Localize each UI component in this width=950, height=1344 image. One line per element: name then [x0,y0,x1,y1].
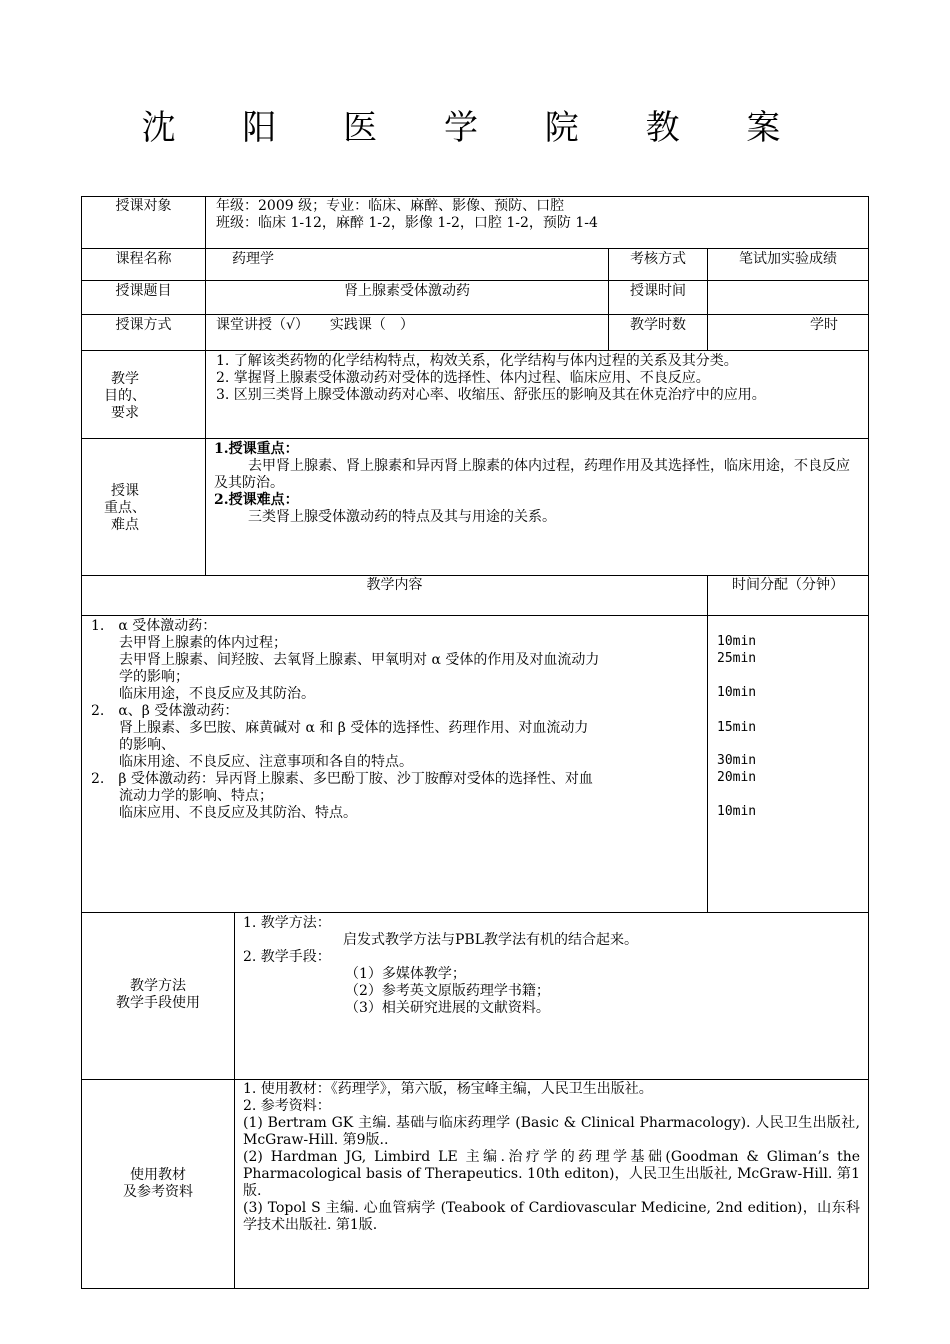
goal-item: 3. 区别三类肾上腺受体激动药对心率、收缩压、舒张压的影响及其在休克治疗中的应用。 [216,387,766,403]
method-value: 课堂讲授（√） 实践课（ ） [216,317,414,333]
method-label: 授课方式 [115,317,172,333]
goal-item: 1. 了解该类药物的化学结构特点，构效关系，化学结构与体内过程的关系及其分类。 [216,353,738,369]
content-body [91,618,703,822]
key-title: 1.授课重点： [214,441,299,457]
textbook-line: 1. 使用教材：《药理学》，第六版，杨宝峰主编，人民卫生出版社。 [243,1081,653,1097]
target-line-grade: 年级：2009 级；专业：临床、麻醉、影像、预防、口腔 [216,198,565,214]
target-line-class: 班级：临床 1-12，麻醉 1-2，影像 1-2，口腔 1-2，预防 1-4 [216,215,598,231]
exam-label: 考核方式 [630,251,686,267]
goal-item: 2. 掌握肾上腺素受体激动药对受体的选择性、体内过程、临床应用、不良反应。 [216,370,710,386]
content-line: 去甲肾上腺素的体内过程； [91,635,287,651]
content-line: 流动力学的影响、特点； [91,788,273,804]
reference-item: (2) Hardman JG, Limbird LE 主编.治疗学的药理学基础(Goodman & Gliman’s the Pharmacological basis of Therapeutics. 10th editon)，人民卫生出版社, McGraw-Hill. 第1版. [243,1149,860,1199]
content-line: 2. β 受体激动药：异丙肾上腺素、多巴酚丁胺、沙丁胺醇对受体的选择性、对血 [91,771,593,787]
means-item: （1）多媒体教学； [345,966,466,982]
refs-title: 2. 参考资料： [243,1098,331,1114]
teaching-label: 教学方法 教学手段使用 [116,978,200,1011]
key-text: 去甲肾上腺素、肾上腺素和异丙肾上腺素的体内过程，药理作用及其选择性，临床用途，不良反应及其防治。 [214,458,850,491]
reference-item: (1) Bertram GK 主编. 基础与临床药理学 (Basic & Clinical Pharmacology). 人民卫生出版社, McGraw-Hill. 第9版.. [243,1115,860,1148]
content-line: 肾上腺素、多巴胺、麻黄碱对 α 和 β 受体的选择性、药理作用、对血流动力 [91,720,589,736]
target-label: 授课对象 [115,198,172,214]
refs-label: 使用教材 及参考资料 [123,1167,193,1200]
content-line: 临床用途、不良反应、注意事项和各自的特点。 [91,754,413,770]
content-line: 临床用途，不良反应及其防治。 [91,686,315,702]
goals-list [216,353,856,404]
time-value: 10min [717,804,757,819]
content-line: 学的影响； [91,669,189,685]
time-value: 10min [717,685,757,700]
content-header: 教学内容 [366,577,423,593]
difficulty-text: 三类肾上腺受体激动药的特点及其与用途的关系。 [248,509,556,525]
time-label: 授课时间 [630,283,686,299]
difficulty-title: 2.授课难点： [214,492,299,508]
hours-label: 教学时数 [630,317,686,333]
topic-value: 肾上腺素受体激动药 [344,283,470,299]
keypoints-content [214,441,860,526]
means-item: （2）参考英文原版药理学书籍； [345,983,550,999]
keypoints-label: 授课 重点、 难点 [104,483,146,533]
content-line: 临床应用、不良反应及其防治、特点。 [91,805,357,821]
time-value: 25min [717,651,757,666]
course-label: 课程名称 [115,251,172,267]
time-value: 30min [717,753,757,768]
topic-label: 授课题目 [115,283,172,299]
method-text: 启发式教学方法与PBL教学法有机的结合起来。 [343,932,639,948]
content-line: 的影响、 [91,737,175,753]
content-line: 1. α 受体激动药： [91,618,217,634]
page-title: 沈 阳 医 学 院 教 案 [141,108,809,148]
refs-content [243,1081,860,1234]
teaching-content [243,915,858,1017]
time-value: 15min [717,720,757,735]
means-title: 2. 教学手段： [243,949,331,965]
course-value: 药理学 [232,251,274,267]
exam-value: 笔试加实验成绩 [739,251,837,267]
content-line: 去甲肾上腺素、间羟胺、去氧肾上腺素、甲氧明对 α 受体的作用及对血流动力 [91,652,600,668]
time-value: 20min [717,770,757,785]
content-line: 2. α、β 受体激动药： [91,703,239,719]
time-allocation-header: 时间分配（分钟） [732,577,844,593]
hours-value: 学时 [810,317,838,333]
time-value: 10min [717,634,757,649]
means-item: （3）相关研究进展的文献资料。 [345,1000,550,1016]
reference-item: (3) Topol S 主编. 心血管病学 (Teabook of Cardiovascular Medicine, 2nd edition)，山东科学技术出版社. 第1版. [243,1200,860,1233]
method-title: 1. 教学方法： [243,915,331,931]
goals-label: 教学 目的、 要求 [104,371,146,421]
